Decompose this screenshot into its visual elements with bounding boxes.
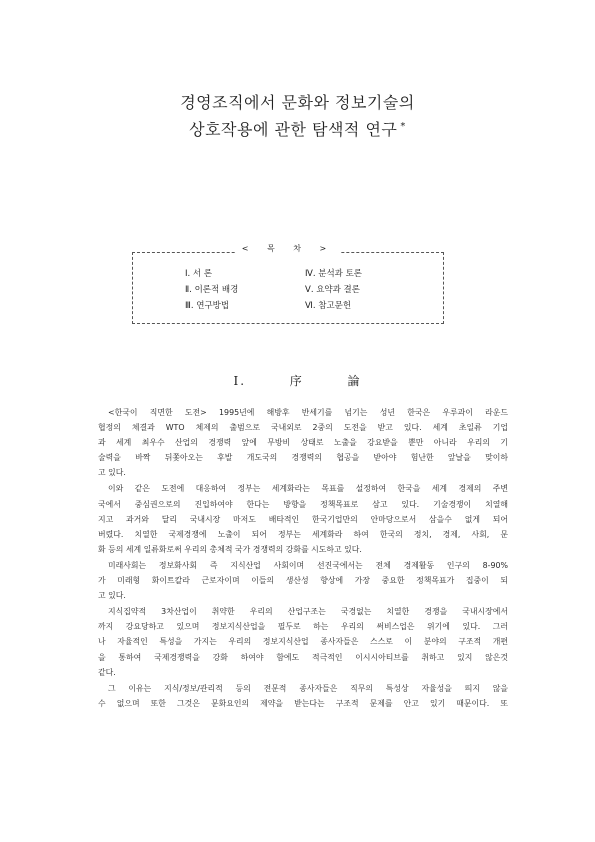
text-line: 화 등의 세계 일류화로써 우리의 총체적 국가 경쟁력의 강화를 시도하고 있다. <box>98 544 362 554</box>
toc-item[interactable]: Ⅱ. 이론적 배경 <box>185 285 239 295</box>
text-line: 지고 과거와 달리 국내시장 마저도 배타적인 한국기업만의 안마당으로서 삼을수 없게 되어 <box>98 514 508 524</box>
section-title-char-1: 序 <box>289 374 304 388</box>
body-text <box>88 405 508 712</box>
toc-item[interactable]: Ⅲ. 연구방법 <box>185 301 230 311</box>
text-line: 지식집약적 3차산업이 취약한 우리의 산업구조는 국경없는 치열한 경쟁을 국내시장에서 <box>108 607 508 617</box>
section-heading <box>0 372 595 389</box>
toc-column-right <box>305 266 362 314</box>
text-line: 까지 강요당하고 있으며 정보지식산업을 필두로 하는 우리의 써비스업은 위기에 있다. 그러 <box>98 622 508 632</box>
paper-title-line-1 <box>0 90 595 113</box>
toc-item[interactable]: Ⅴ. 요약과 결론 <box>305 285 360 295</box>
text-line: 협정의 체결과 WTO 체제의 출범으로 국내외로 2중의 도전을 받고 있다. 세계 초일류 기업 <box>98 423 508 433</box>
text-line: 이와 같은 도전에 대응하여 정부는 세계화라는 목표를 설정하여 한국을 세계 경제의 주변 <box>108 484 508 494</box>
text-line: 과 세계 최우수 산업의 경쟁력 앞에 무방비 상태로 노출을 강요받을 뿐만 아니라 우리의 기 <box>98 438 508 448</box>
title-text-2: 상호작용에 관한 탐색적 연구 <box>189 120 398 139</box>
paragraph <box>88 481 508 556</box>
paper-title-line-2 <box>0 117 595 140</box>
toc-item[interactable]: Ⅵ. 참고문헌 <box>305 301 352 311</box>
paragraph <box>88 681 508 711</box>
text-line: 버렸다. 치열한 국제경쟁에 노출이 되어 정부는 세계화라 하여 한국의 정치, 경제, 사회, 문 <box>98 529 508 539</box>
text-line: 국에서 중심권으로의 진입하여야 한다는 방향을 정책목표로 삼고 있다. 기술경쟁이 치열해 <box>98 499 508 509</box>
text-line: 을 통하여 국제경쟁력을 강화 하여야 함에도 적극적인 이시시아티브를 취하고 있지 않은것 <box>98 652 508 662</box>
paragraph <box>88 558 508 603</box>
text-line: <한국이 직면한 도전> 1995년에 해방후 반세기를 넘기는 성년 한국은 우루과이 라운드 <box>108 408 508 417</box>
paragraph <box>88 405 508 480</box>
toc-item[interactable]: Ⅰ. 서 론 <box>185 269 213 279</box>
footnote-mark[interactable]: * <box>400 120 406 132</box>
toc-heading-text: < 목 차 > <box>236 244 341 253</box>
table-of-contents-box <box>132 252 444 324</box>
paragraph <box>88 604 508 679</box>
toc-item[interactable]: Ⅳ. 분석과 토론 <box>305 269 363 279</box>
text-line: 그 이유는 지식/정보/관리적 등의 전문적 종사자들은 직무의 특성상 자율성을 띄지 않을 <box>108 683 508 693</box>
toc-column-left <box>185 266 238 314</box>
text-line: 수 없으며 또한 그것은 문화요인의 제약을 받는다는 구조적 문제를 안고 있기 때문이다. 또 <box>98 698 508 708</box>
text-line: 같다. <box>98 667 116 677</box>
text-line: 고 있다. <box>98 468 126 478</box>
title-text-1: 경영조직에서 문화와 정보기술의 <box>180 93 415 112</box>
text-line: 술력을 바짝 뒤쫓아오는 후발 개도국의 경쟁력의 협공을 받아야 험난한 앞날을 맞이하 <box>98 453 508 463</box>
section-title-char-2: 論 <box>347 374 362 388</box>
toc-heading <box>132 243 444 254</box>
section-number: Ⅰ. <box>233 374 247 388</box>
text-line: 고 있다. <box>98 591 126 601</box>
text-line: 나 자율적인 특성을 가지는 우리의 정보지식산업 종사자들은 스스로 이 분야의 구조적 개편 <box>98 637 508 647</box>
text-line: 가 미래형 화이트칼라 근로자이며 이들의 생산성 향상에 가장 중요한 정책목표가 집중이 되 <box>98 576 508 586</box>
text-line: 미래사회는 정보화사회 즉 지식산업 사회이며 선진국에서는 전체 경제활동 인구의 8-90% <box>108 560 508 570</box>
